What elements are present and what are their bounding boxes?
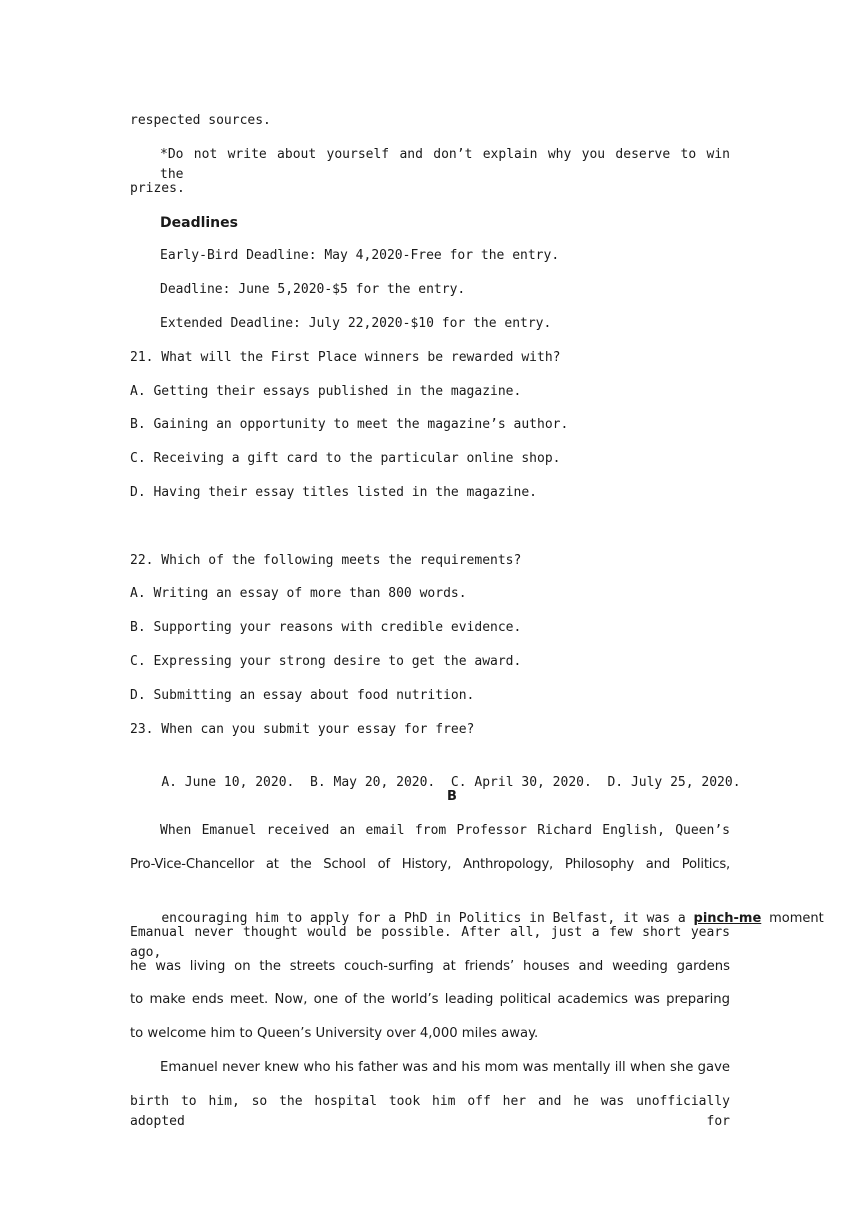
question-23: 23. When can you submit your essay for free?	[130, 722, 475, 737]
text-line: prizes.	[130, 181, 185, 196]
paragraph-line: Emanuel never knew who his father was and his mom was mentally ill when she gave	[160, 1060, 730, 1075]
question-22: 22. Which of the following meets the requirements?	[130, 553, 522, 568]
paragraph-text: moment	[769, 911, 824, 926]
paragraph-line: Emanual never thought would be possible. After all, just a few short years ago,	[130, 925, 730, 960]
question-21: 21. What will the First Place winners be rewarded with?	[130, 350, 561, 365]
option-22-a: A. Writing an essay of more than 800 words.	[130, 586, 467, 601]
option-23-b: B. May 20, 2020.	[310, 775, 436, 790]
deadline-extended: Extended Deadline: July 22,2020-$10 for the entry.	[160, 316, 552, 331]
option-21-b: B. Gaining an opportunity to meet the magazine’s author.	[130, 417, 569, 432]
option-23-c: C. April 30, 2020.	[450, 775, 592, 790]
paragraph-text: encouraging him to apply for a PhD in Politics in Belfast, it was a	[161, 911, 686, 926]
option-21-a: A. Getting their essays published in the magazine.	[130, 384, 522, 399]
option-22-d: D. Submitting an essay about food nutrition.	[130, 688, 475, 703]
option-21-c: C. Receiving a gift card to the particular online shop.	[130, 451, 561, 466]
deadline-early-bird: Early-Bird Deadline: May 4,2020-Free for the entry.	[160, 248, 560, 263]
paragraph-line: to welcome him to Queen’s University over 4,000 miles away.	[130, 1026, 539, 1041]
option-21-d: D. Having their essay titles listed in the magazine.	[130, 485, 537, 500]
option-23-d: D. July 25, 2020.	[607, 775, 741, 790]
deadlines-heading: Deadlines	[160, 215, 238, 231]
paragraph-line: Pro-Vice-Chancellor at the School of History, Anthropology, Philosophy and Politics,	[130, 857, 730, 872]
option-22-b: B. Supporting your reasons with credible evidence.	[130, 620, 522, 635]
option-22-c: C. Expressing your strong desire to get the award.	[130, 654, 522, 669]
paragraph-line: he was living on the streets couch-surfing at friends’ houses and weeding gardens	[130, 959, 730, 974]
paragraph-line: birth to him, so the hospital took him off her and he was unofficially adopted for	[130, 1094, 730, 1129]
paragraph-line: When Emanuel received an email from Professor Richard English, Queen’s	[160, 823, 730, 838]
text-line: respected sources.	[130, 113, 271, 128]
text-line: *Do not write about yourself and don’t explain why you deserve to win the	[160, 147, 730, 182]
deadline-regular: Deadline: June 5,2020-$5 for the entry.	[160, 282, 466, 297]
section-heading: B	[447, 789, 457, 804]
paragraph-line: to make ends meet. Now, one of the world’s leading political academics was preparing	[130, 992, 730, 1007]
option-23-a: A. June 10, 2020.	[161, 775, 295, 790]
pinch-me-phrase: pinch-me	[693, 911, 762, 926]
